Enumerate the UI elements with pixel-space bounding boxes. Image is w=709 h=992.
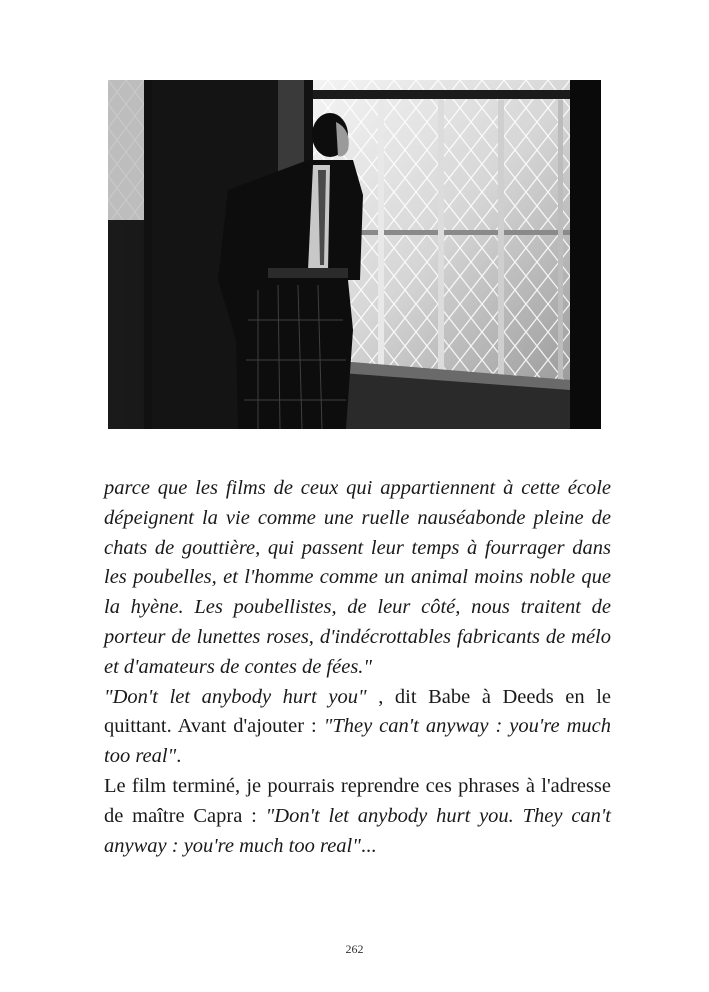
film-still-photo xyxy=(108,80,601,429)
text-film-termine: Le film terminé, je pourrais reprendre ces phrases à l'adresse de maître Capra : xyxy=(104,774,611,827)
quote-they-cant: "They can't anyway : you're much too real" xyxy=(104,715,611,768)
photo-man-at-window-icon xyxy=(108,80,601,429)
text-dit-babe: , dit Babe à Deeds en le quittant. Avant d'ajouter : xyxy=(104,685,612,738)
paragraph-conclusion xyxy=(104,772,611,861)
text-ellipsis: ... xyxy=(360,834,377,857)
page-number: 262 xyxy=(345,942,364,956)
body-text xyxy=(104,474,611,861)
quote-dont-let: "Don't let anybody hurt you" xyxy=(104,685,367,708)
paragraph-quote: parce que les films de ceux qui appartiennent à cette école dépeignent la vie comme une ruelle nauséabonde pleine de chats de gouttière, qui passent leur temps à fourrager dans les poubelles, et l'homme comme un animal moins noble que la hyène. Les poubellistes, de leur côté, nous traitent de porteur de lunettes roses, d'indécrottables fabricants de mélo et d'amateurs de contes de fées." xyxy=(104,477,611,678)
text-period: . xyxy=(176,745,182,768)
quote-final: "Don't let anybody hurt you. They can't anyway : you're much too real" xyxy=(104,804,611,857)
paragraph-deeds xyxy=(104,683,611,772)
